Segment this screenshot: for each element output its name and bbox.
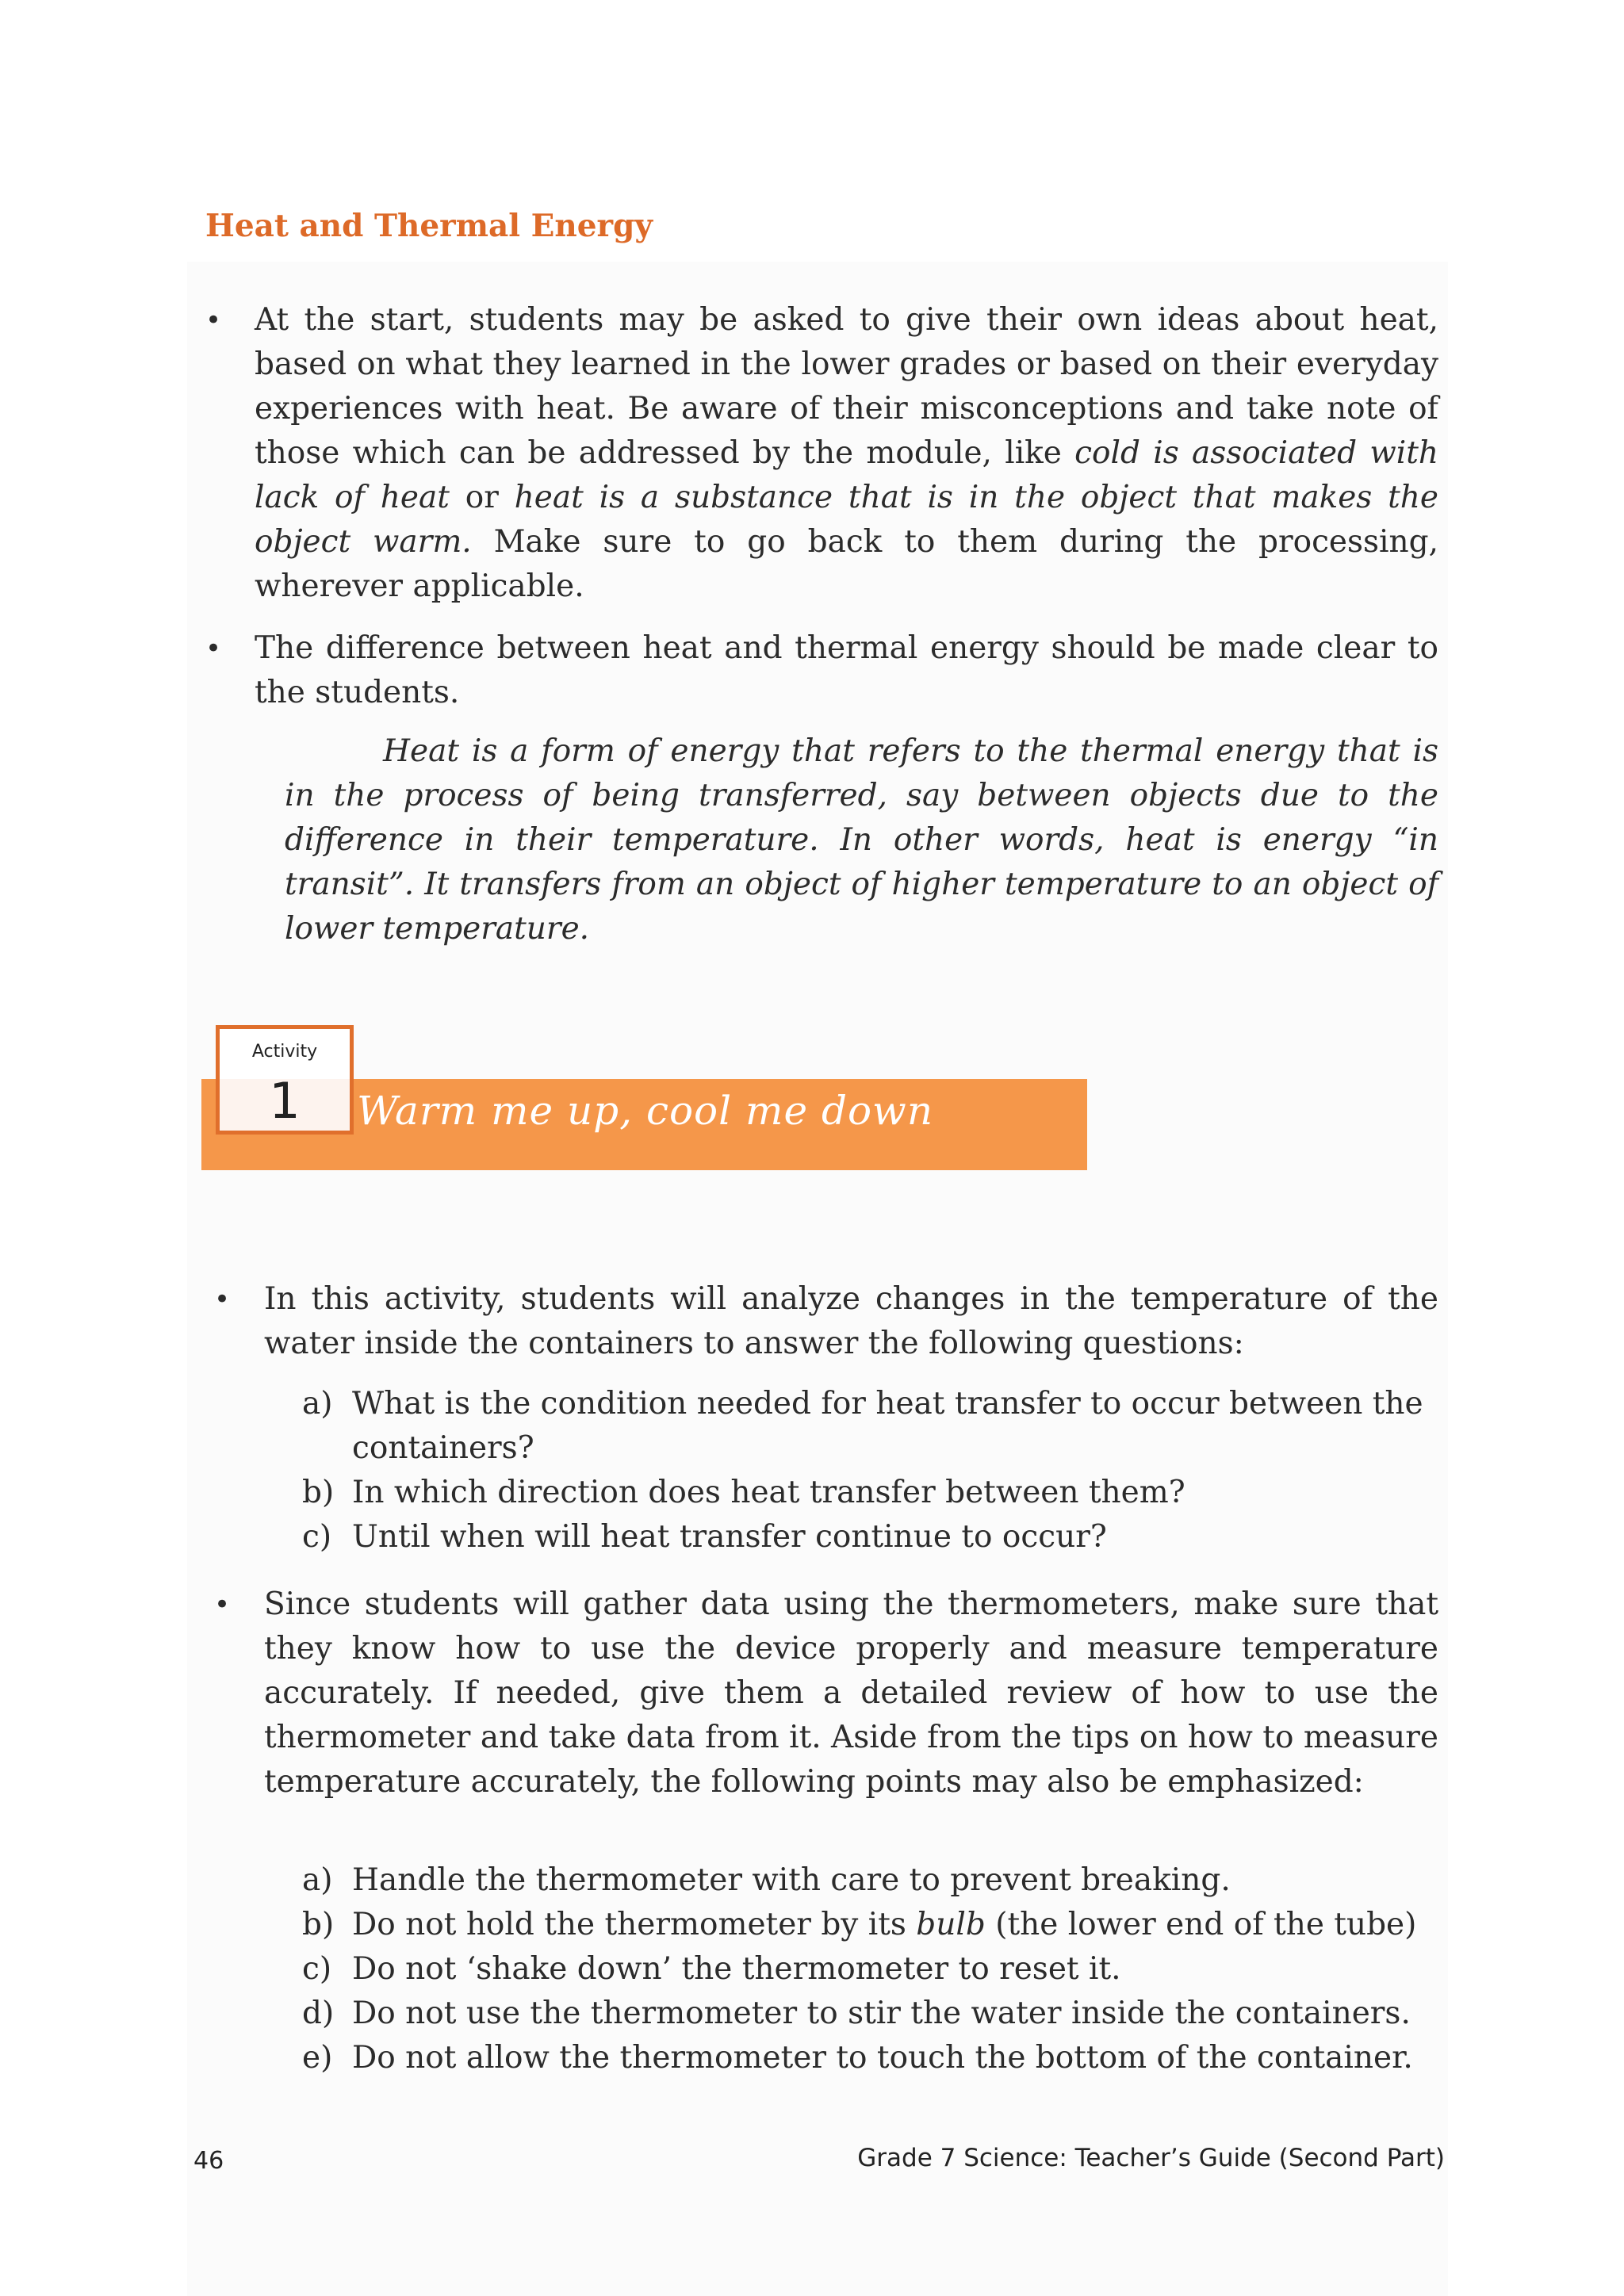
bullet-icon: •	[214, 1284, 231, 1315]
activity-number: 1	[269, 1072, 301, 1130]
list-item: a) What is the condition needed for heat transfer to occur between the containers?	[302, 1386, 1423, 1466]
bullet-icon: •	[205, 304, 222, 336]
activity-title: Warm me up, cool me down	[357, 1088, 934, 1134]
bullet-icon: •	[214, 1589, 231, 1621]
bullet-text: Since students will gather data using the thermometers, make sure that they know how to use the device properly and measure temperature accurately. If needed, give them a detailed review of how to use the thermometer and take data from it. Aside from the tips on how to measure temperature accurately, the following points may also be emphasized:	[264, 1586, 1438, 1800]
list-item: e) Do not allow the thermometer to touch the bottom of the container.	[302, 2040, 1413, 2076]
tips-list	[302, 1858, 1438, 2080]
bullet-icon: •	[205, 633, 222, 664]
bullet-text: The difference between heat and thermal energy should be made clear to the students.	[255, 630, 1438, 710]
activity-label: Activity	[251, 1042, 318, 1062]
bullet-item	[205, 298, 1438, 609]
question-list	[302, 1382, 1438, 1559]
list-item: d) Do not use the thermometer to stir the water inside the containers.	[302, 1996, 1411, 2031]
list-item: a) Handle the thermometer with care to prevent breaking.	[302, 1862, 1231, 1898]
definition-quote: Heat is a form of energy that refers to the thermal energy that is in the process of being transferred, say between objects due to the difference in their temperature. In other words, heat is energy “in transit”. It transfers from an object of higher temperature to an object of lower temperature.	[285, 733, 1438, 947]
bullet-text: In this activity, students will analyze changes in the temperature of the water inside the containers to answer the following questions:	[264, 1281, 1438, 1361]
page-number: 46	[193, 2147, 224, 2175]
bullet-text: At the start, students may be asked to give their own ideas about heat, based on what they learned in the lower grades or based on their everyday experiences with heat. Be aware of their misconceptions and take note of those which can be addressed by the module, like cold is associated with lack of heat or heat is a substance that is in the object that makes the object warm. Make sure to go back to them during the processing, wherever applicable.	[255, 302, 1439, 604]
bullet-item	[214, 1582, 1438, 1804]
list-item: c) Do not ‘shake down’ the thermometer to reset it.	[302, 1951, 1121, 1987]
list-item: b) In which direction does heat transfer between them?	[302, 1475, 1185, 1510]
footer-title: Grade 7 Science: Teacher’s Guide (Second Part)	[857, 2144, 1445, 2172]
bullet-item	[214, 1277, 1438, 1366]
list-item: b) Do not hold the thermometer by its bulb (the lower end of the tube)	[302, 1907, 1417, 1942]
bullet-item	[205, 626, 1438, 715]
section-heading: Heat and Thermal Energy	[205, 208, 653, 244]
list-item: c) Until when will heat transfer continue to occur?	[302, 1519, 1107, 1555]
activity-badge	[216, 1025, 354, 1135]
